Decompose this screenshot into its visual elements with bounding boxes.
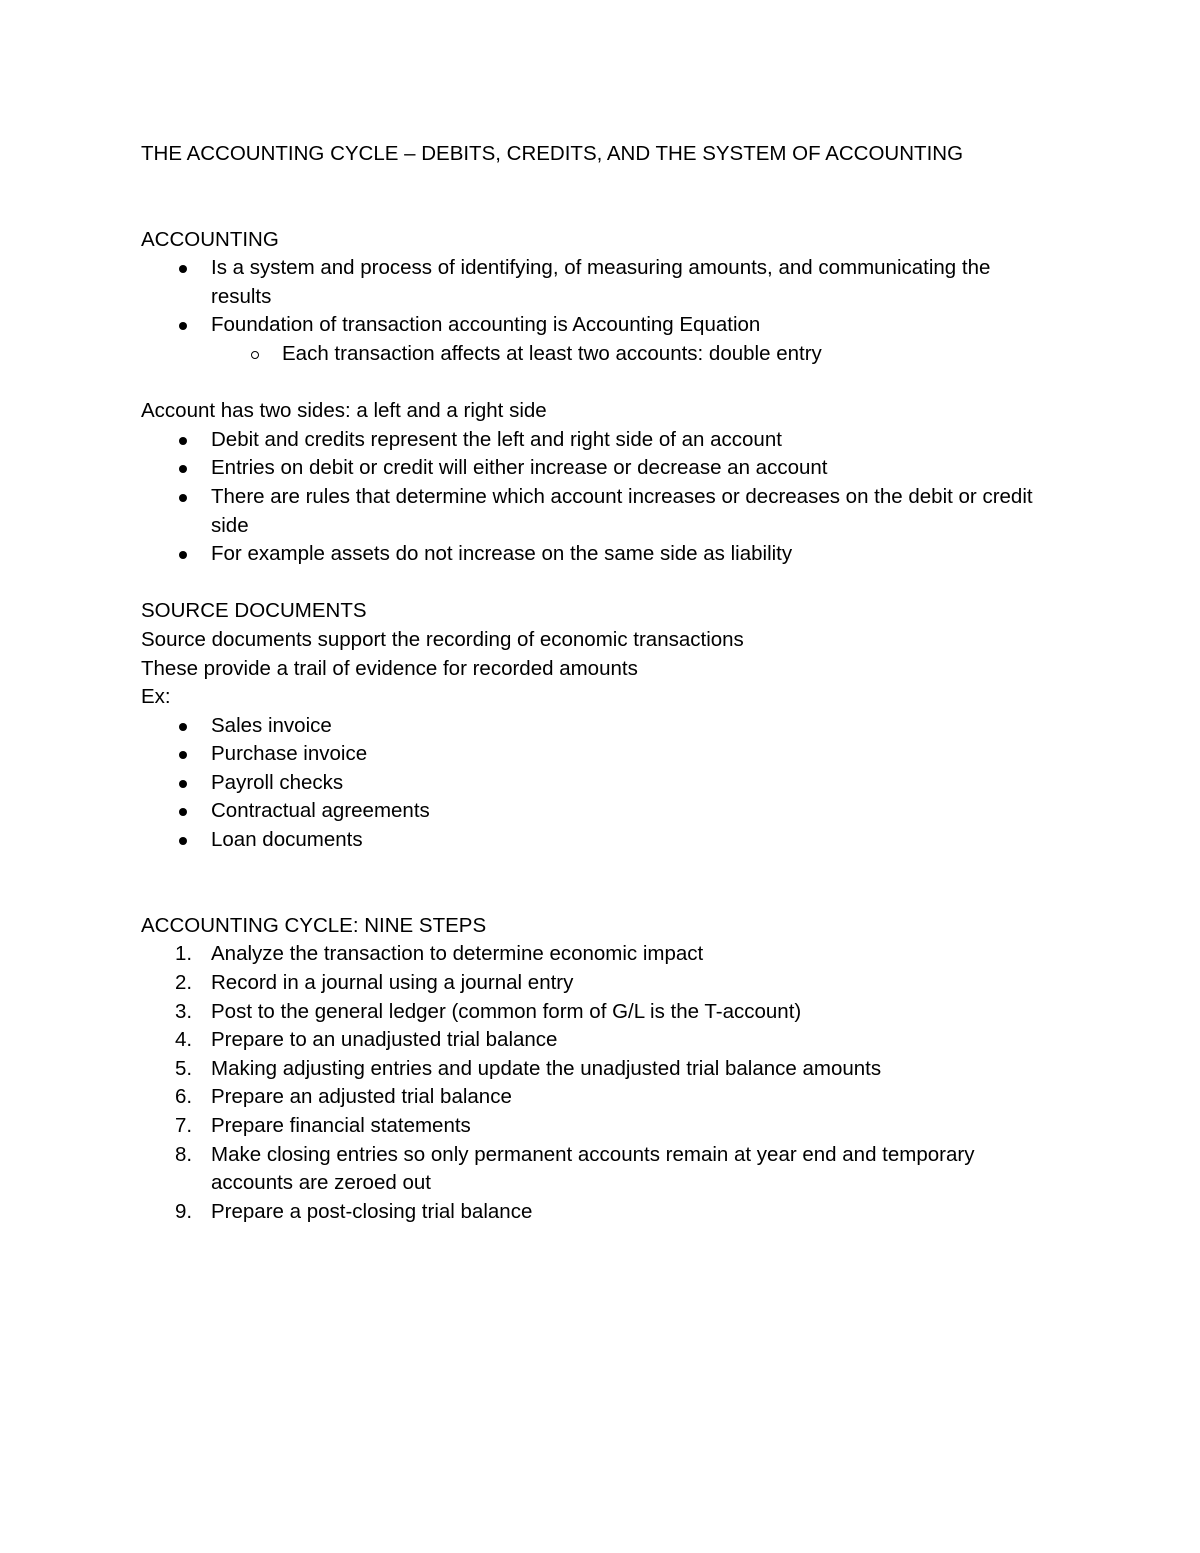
list-item: Is a system and process of identifying, of measuring amounts, and communicating the results (141, 254, 1051, 311)
step-number: 8. (175, 1142, 193, 1166)
list-item: Sales invoice (141, 712, 1051, 741)
step-number: 5. (175, 1056, 193, 1080)
account-sides-intro: Account has two sides: a left and a right side (141, 399, 547, 423)
document-title: THE ACCOUNTING CYCLE – DEBITS, CREDITS, AND THE SYSTEM OF ACCOUNTING (141, 142, 964, 165)
list-item: 6. Prepare an adjusted trial balance (141, 1083, 1051, 1112)
examples-label: Ex: (141, 685, 171, 709)
bullet-icon (179, 437, 187, 445)
hollow-bullet-icon (251, 351, 259, 359)
accounting-cycle-step-list (141, 940, 1051, 1226)
account-sides-bullet-list (141, 426, 1051, 569)
list-item: 5. Making adjusting entries and update the unadjusted trial balance amounts (141, 1055, 1051, 1084)
step-number: 7. (175, 1114, 193, 1137)
source-documents-line-2: These provide a trail of evidence for recorded amounts (141, 656, 638, 680)
step-number: 2. (175, 971, 193, 995)
step-number: 4. (175, 1028, 193, 1052)
source-documents-heading: SOURCE DOCUMENTS (141, 599, 367, 623)
bullet-icon (179, 808, 187, 816)
bullet-icon (179, 322, 187, 330)
list-item: 7. Prepare financial statements (141, 1112, 1051, 1141)
sub-list-item: Each transaction affects at least two accounts: double entry (141, 340, 1051, 369)
list-item: 4. Prepare to an unadjusted trial balance (141, 1026, 1051, 1055)
bullet-icon (179, 837, 187, 845)
source-documents-line-1: Source documents support the recording of economic transactions (141, 627, 744, 651)
document-page (141, 140, 1051, 1226)
list-item: There are rules that determine which account increases or decreases on the debit or credit side (141, 483, 1051, 540)
bullet-icon (179, 751, 187, 759)
accounting-bullet-list (141, 254, 1051, 368)
list-item: 9. Prepare a post-closing trial balance (141, 1198, 1051, 1227)
bullet-icon (179, 551, 187, 559)
bullet-icon (179, 723, 187, 731)
list-item: 3. Post to the general ledger (common form of G/L is the T-account) (141, 998, 1051, 1027)
step-number: 1. (175, 942, 193, 966)
list-item: 1. Analyze the transaction to determine economic impact (141, 940, 1051, 969)
source-documents-example-list (141, 712, 1051, 855)
list-item: Foundation of transaction accounting is Accounting Equation (141, 311, 1051, 340)
bullet-icon (179, 494, 187, 502)
step-number: 9. (175, 1199, 193, 1223)
bullet-icon (179, 265, 187, 273)
list-item: Contractual agreements (141, 797, 1051, 826)
list-item: Payroll checks (141, 769, 1051, 798)
list-item: Debit and credits represent the left and right side of an account (141, 426, 1051, 455)
step-number: 3. (175, 999, 193, 1023)
list-item: Purchase invoice (141, 740, 1051, 769)
list-item: Loan documents (141, 826, 1051, 855)
bullet-icon (179, 465, 187, 473)
list-item: 2. Record in a journal using a journal entry (141, 969, 1051, 998)
list-item: 8. Make closing entries so only permanent accounts remain at year end and temporary accounts are zeroed out (175, 1142, 975, 1195)
list-item: For example assets do not increase on the same side as liability (141, 540, 1051, 569)
bullet-icon (179, 780, 187, 788)
list-item: Entries on debit or credit will either increase or decrease an account (141, 454, 1051, 483)
accounting-heading: ACCOUNTING (141, 227, 279, 251)
step-number: 6. (175, 1085, 193, 1109)
accounting-cycle-heading: ACCOUNTING CYCLE: NINE STEPS (141, 913, 487, 937)
